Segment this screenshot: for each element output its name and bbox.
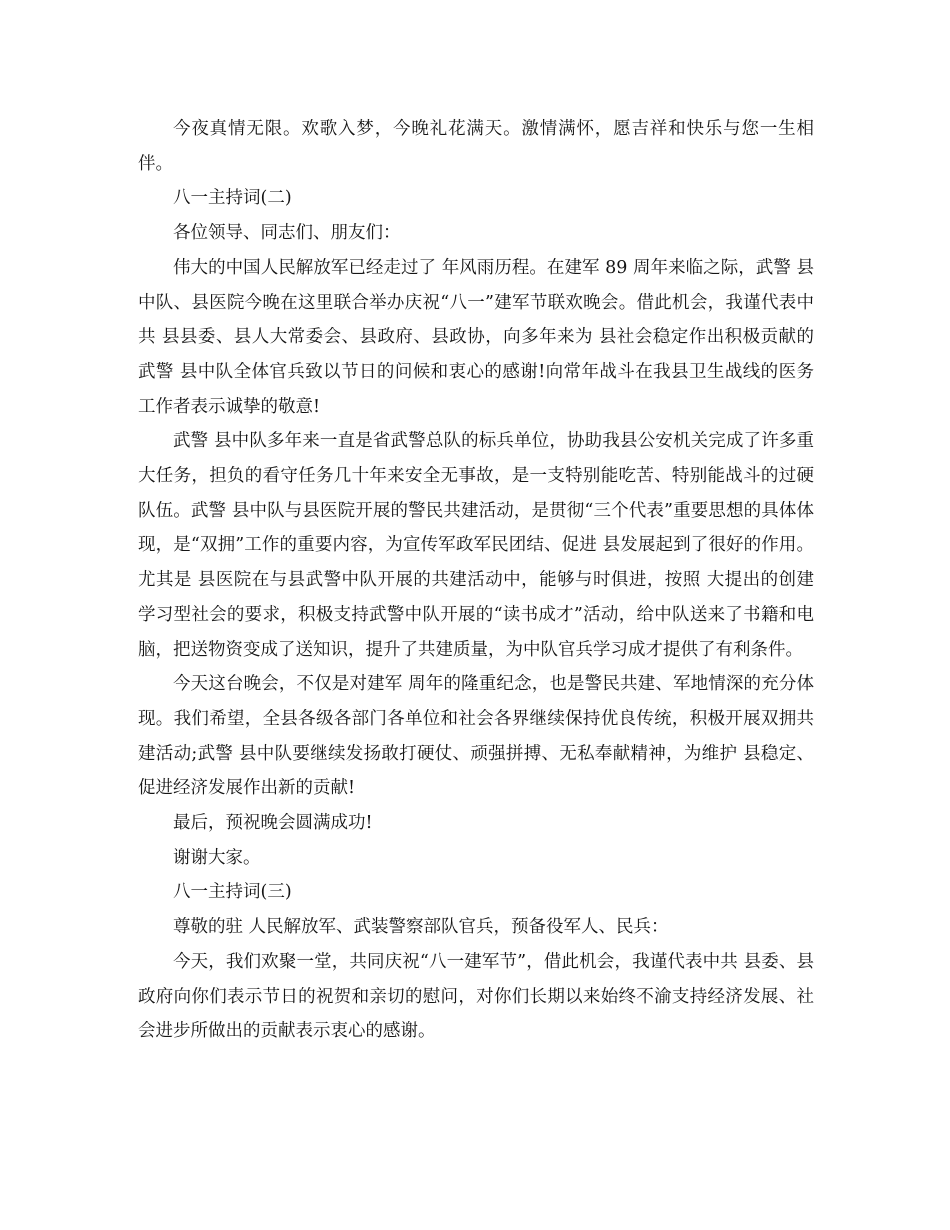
document-body (138, 112, 814, 1049)
section-heading-2: 八一主持词(二) (173, 188, 292, 209)
paragraph-closing-lines: 今夜真情无限。欢歌入梦，今晚礼花满天。激情满怀，愿吉祥和快乐与您一生相伴。 (138, 119, 814, 174)
paragraph-2-2: 武警 县中队多年来一直是省武警总队的标兵单位，协助我县公安机关完成了许多重大任务，担负的看守任务几十年来安全无事故，是一支特别能吃苦、特别能战斗的过硬队伍。武警 县中队与县医院开展的警民共建活动，是贯彻“三个代表”重要思想的具体体现，是“双拥”工作的重要内容，为宣传军政军民团结、促进 县发展起到了很好的作用。尤其是 县医院在与县武警中队开展的共建活动中，能够与时俱进，按照 大提出的创建学习型社会的要求，积极支持武警中队开展的“读书成才”活动，给中队送来了书籍和电脑，把送物资变成了送知识，提升了共建质量，为中队官兵学习成才提供了有利条件。 (138, 431, 814, 660)
paragraph-3-1: 今天，我们欢聚一堂，共同庆祝“八一建军节”，借此机会，我谨代表中共 县委、县政府向你们表示节日的祝贺和亲切的慰问，对你们长期以来始终不渝支持经济发展、社会进步所做出的贡献表示衷心的感谢。 (138, 951, 814, 1042)
paragraph-2-3: 今天这台晚会，不仅是对建军 周年的隆重纪念，也是警民共建、军地情深的充分体现。我们希望，全县各级各部门各单位和社会各界继续保持优良传统，积极开展双拥共建活动;武警 县中队要继续发扬敢打硬仗、顽强拼搏、无私奉献精神，为维护 县稳定、促进经济发展作出新的贡献! (138, 674, 814, 799)
paragraph-2-5: 谢谢大家。 (173, 847, 261, 868)
salutation-2: 各位领导、同志们、朋友们： (173, 223, 401, 244)
salutation-3: 尊敬的驻 人民解放军、武装警察部队官兵，预备役军人、民兵： (173, 917, 669, 938)
section-heading-3: 八一主持词(三) (173, 882, 292, 903)
paragraph-2-1: 伟大的中国人民解放军已经走过了 年风雨历程。在建军 89 周年来临之际，武警 县中队、县医院今晚在这里联合举办庆祝“八一”建军节联欢晚会。借此机会，我谨代表中共 县县委、县人大常委会、县政府、县政协，向多年来为 县社会稳定作出积极贡献的武警 县中队全体官兵致以节日的问候和衷心的感谢!向常年战斗在我县卫生战线的医务工作者表示诚挚的敬意! (138, 257, 814, 417)
paragraph-2-4: 最后，预祝晚会圆满成功! (173, 813, 373, 834)
